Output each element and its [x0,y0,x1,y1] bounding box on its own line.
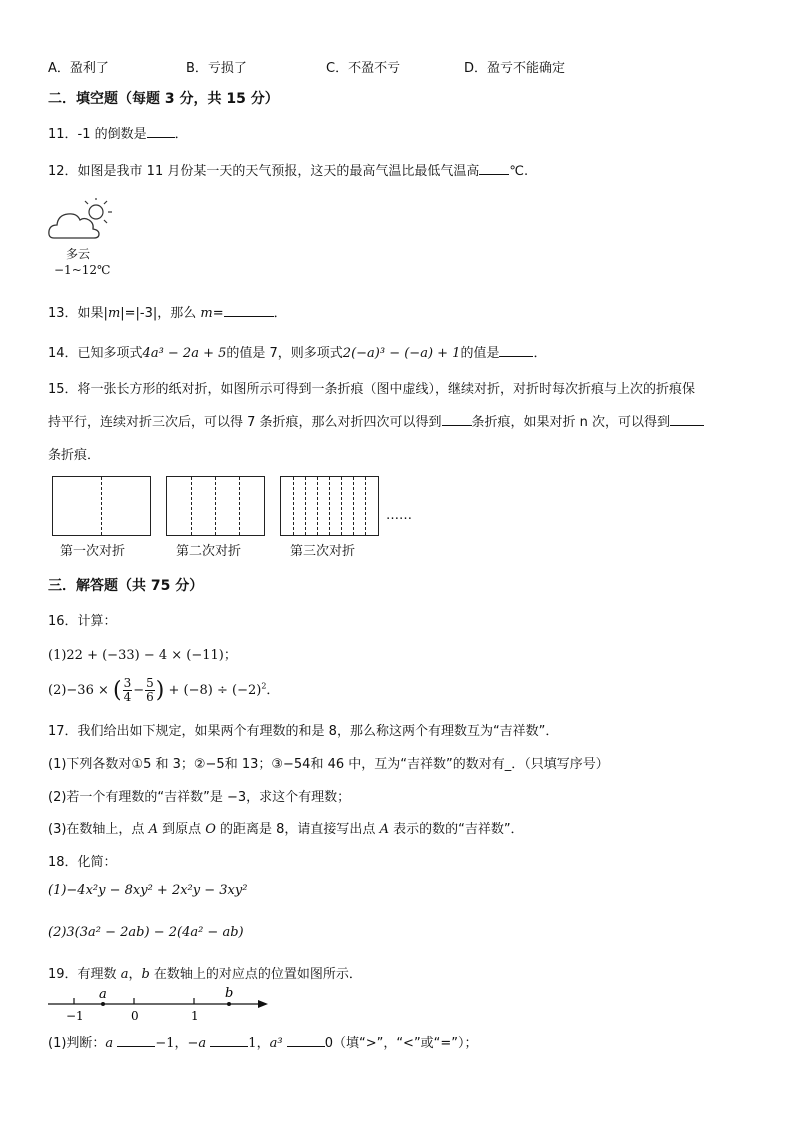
q19-p1-a: a [105,1036,114,1051]
q16-paren-open: ( [113,678,122,703]
q19-title-pre: 19．有理数 [48,967,121,982]
q15-line2-pre: 持平行，连续对折三次后，可以得 7 条折痕，那么对折四次可以得到 [48,415,442,430]
q17-p3-pre: (3)在数轴上，点 [48,822,149,837]
q16-frac1-den: 4 [123,690,132,704]
q16-minus: − [133,683,145,698]
q17-part1: (1)下列各数对①5 和 3；②−5和 13；③−54和 46 中，互为“吉祥数”的数对有_．（只填写序号） [48,757,609,772]
q19-blank3 [287,1034,325,1047]
q12 [48,160,528,179]
q17-p3-a2: A [379,822,389,837]
q14-expr2: 2(−a)³ − (−a) + 1 [342,346,461,361]
q17-part2: (2)若一个有理数的“吉祥数”是 −3，求这个有理数； [48,790,351,805]
q11-text: 11．-1 的倒数是 [48,127,147,142]
q19-p1-t3: 0（填“>”，“<”或“=”）； [324,1036,478,1051]
q17-part3 [48,818,524,837]
q12-end: ℃. [509,164,529,179]
q14-blank [499,344,533,357]
q12-blank [479,162,509,175]
q11 [48,123,188,142]
q16-paren-close: ) [155,678,165,703]
tick-label-0: 0 [131,1009,139,1023]
point-b-dot [227,1002,231,1006]
fold-diagram-3 [280,476,379,536]
q17-title: 17．我们给出如下规定，如果两个有理数的和是 8，那么称这两个有理数互为“吉祥数”． [48,724,559,739]
q19-p1-t1: −1， [155,1036,188,1051]
q19-title-sep: ， [128,967,142,982]
q13-blank [224,304,274,317]
q15-blank2 [670,413,704,426]
q16-part2: (2)−36 × ( $\frac{3}{4}$ − $\frac{5}{6}$ ) + $(-8) \div (-2)^2$． [48,676,280,704]
q19-p1-a3: a³ [269,1036,283,1051]
point-b-label: b [225,986,234,1001]
q11-blank [147,125,175,138]
weather-label: 多云 [66,247,91,261]
q12-text: 12．如图是我市 11 月份某一天的天气预报，这天的最高气温比最低气温高 [48,164,480,179]
q19-title [48,963,362,982]
q16-p2-pre: (2)−36 × [48,683,109,698]
q15-line1: 15．将一张长方形的纸对折，如图所示可得到一条折痕（图中虚线），继续对折，对折时每次折痕与上次的折痕保 [48,382,696,397]
q13-mid: |=|-3|，那么 [120,306,201,321]
q15-line2-mid: 条折痕，如果对折 n 次，可以得到 [471,415,671,430]
q16-frac2-den: 6 [146,690,154,704]
option-c: C．不盈不亏 [326,61,401,76]
q15-line2 [48,411,704,430]
q14-mid: 的值是 7，则多项式 [226,346,343,361]
section3-title: 三．解答题（共 75 分） [48,578,204,594]
q13-end: ． [273,306,287,321]
q19-p1-t2: 1， [248,1036,270,1051]
q19-p1-neg-a: −a [187,1036,207,1051]
option-d: D．盈亏不能确定 [464,61,566,76]
q17-p3-post: 表示的数的“吉祥数”． [388,822,524,837]
q18-part2: (2)3(3a² − 2ab) − 2(4a² − ab) [48,925,244,940]
q19-title-post: 在数轴上的对应点的位置如图所示． [149,967,362,982]
point-a-dot [101,1002,105,1006]
q16-p2-end: ． [266,683,280,698]
tick-label-neg1: −1 [66,1009,84,1023]
q17-p3-mid2: 的距离是 8，请直接写出点 [215,822,380,837]
q13-text: 13．如果| [48,306,108,321]
weather-range: −1~12℃ [54,263,111,277]
q19-p1-pre: (1)判断： [48,1036,106,1051]
q13-m2: m [200,306,213,321]
fold-diagram-1 [52,476,151,536]
option-a: A．盈利了 [48,61,109,76]
q16-p2-post: + (−8) ÷ (−2) [168,683,262,698]
q14-text: 14．已知多项式 [48,346,143,361]
q14-post-pre: 的值是 [460,346,500,361]
q13-m1: m [107,306,121,321]
q19-blank1 [117,1034,155,1047]
q16-title: 16．计算： [48,614,117,629]
q18-part1: (1)−4x²y − 8xy² + 2x²y − 3xy² [48,883,248,898]
q16-frac1 [123,677,133,704]
q19-part1 [48,1032,478,1051]
point-a-label: a [99,987,107,1002]
q13 [48,302,287,321]
q17-p3-mid: 到原点 [157,822,206,837]
q16-frac2-num: 5 [146,676,154,690]
q15-blank1 [442,413,472,426]
q13-eq: = [212,306,224,321]
fold-caption-1: 第一次对折 [60,544,126,559]
fold-caption-2: 第二次对折 [176,544,242,559]
q14 [48,342,546,361]
section2-title: 二．填空题（每题 3 分，共 15 分） [48,91,279,107]
cloud-sun-icon [46,198,118,244]
fold-diagram-2 [166,476,265,536]
q19-title-b: b [141,967,150,982]
q14-end: ． [533,346,547,361]
fold-caption-3: 第三次对折 [290,544,356,559]
q17-p3-a: A [148,822,158,837]
tick-label-1: 1 [191,1009,199,1023]
q11-end: ． [174,127,188,142]
q16-frac2 [145,677,155,704]
q16-part1: (1)22 + (−33) − 4 × (−11)； [48,648,237,663]
number-line [46,984,276,1024]
q18-title: 18．化简： [48,855,117,870]
q14-expr1: 4a³ − 2a + 5 [142,346,227,361]
q16-frac1-num: 3 [123,676,132,690]
option-b: B．亏损了 [186,61,247,76]
q15-line3: 条折痕． [48,448,101,463]
fold-ellipsis: …… [386,508,412,523]
q17-p3-o: O [205,822,216,837]
q19-blank2 [210,1034,248,1047]
q19-title-a: a [120,967,129,982]
